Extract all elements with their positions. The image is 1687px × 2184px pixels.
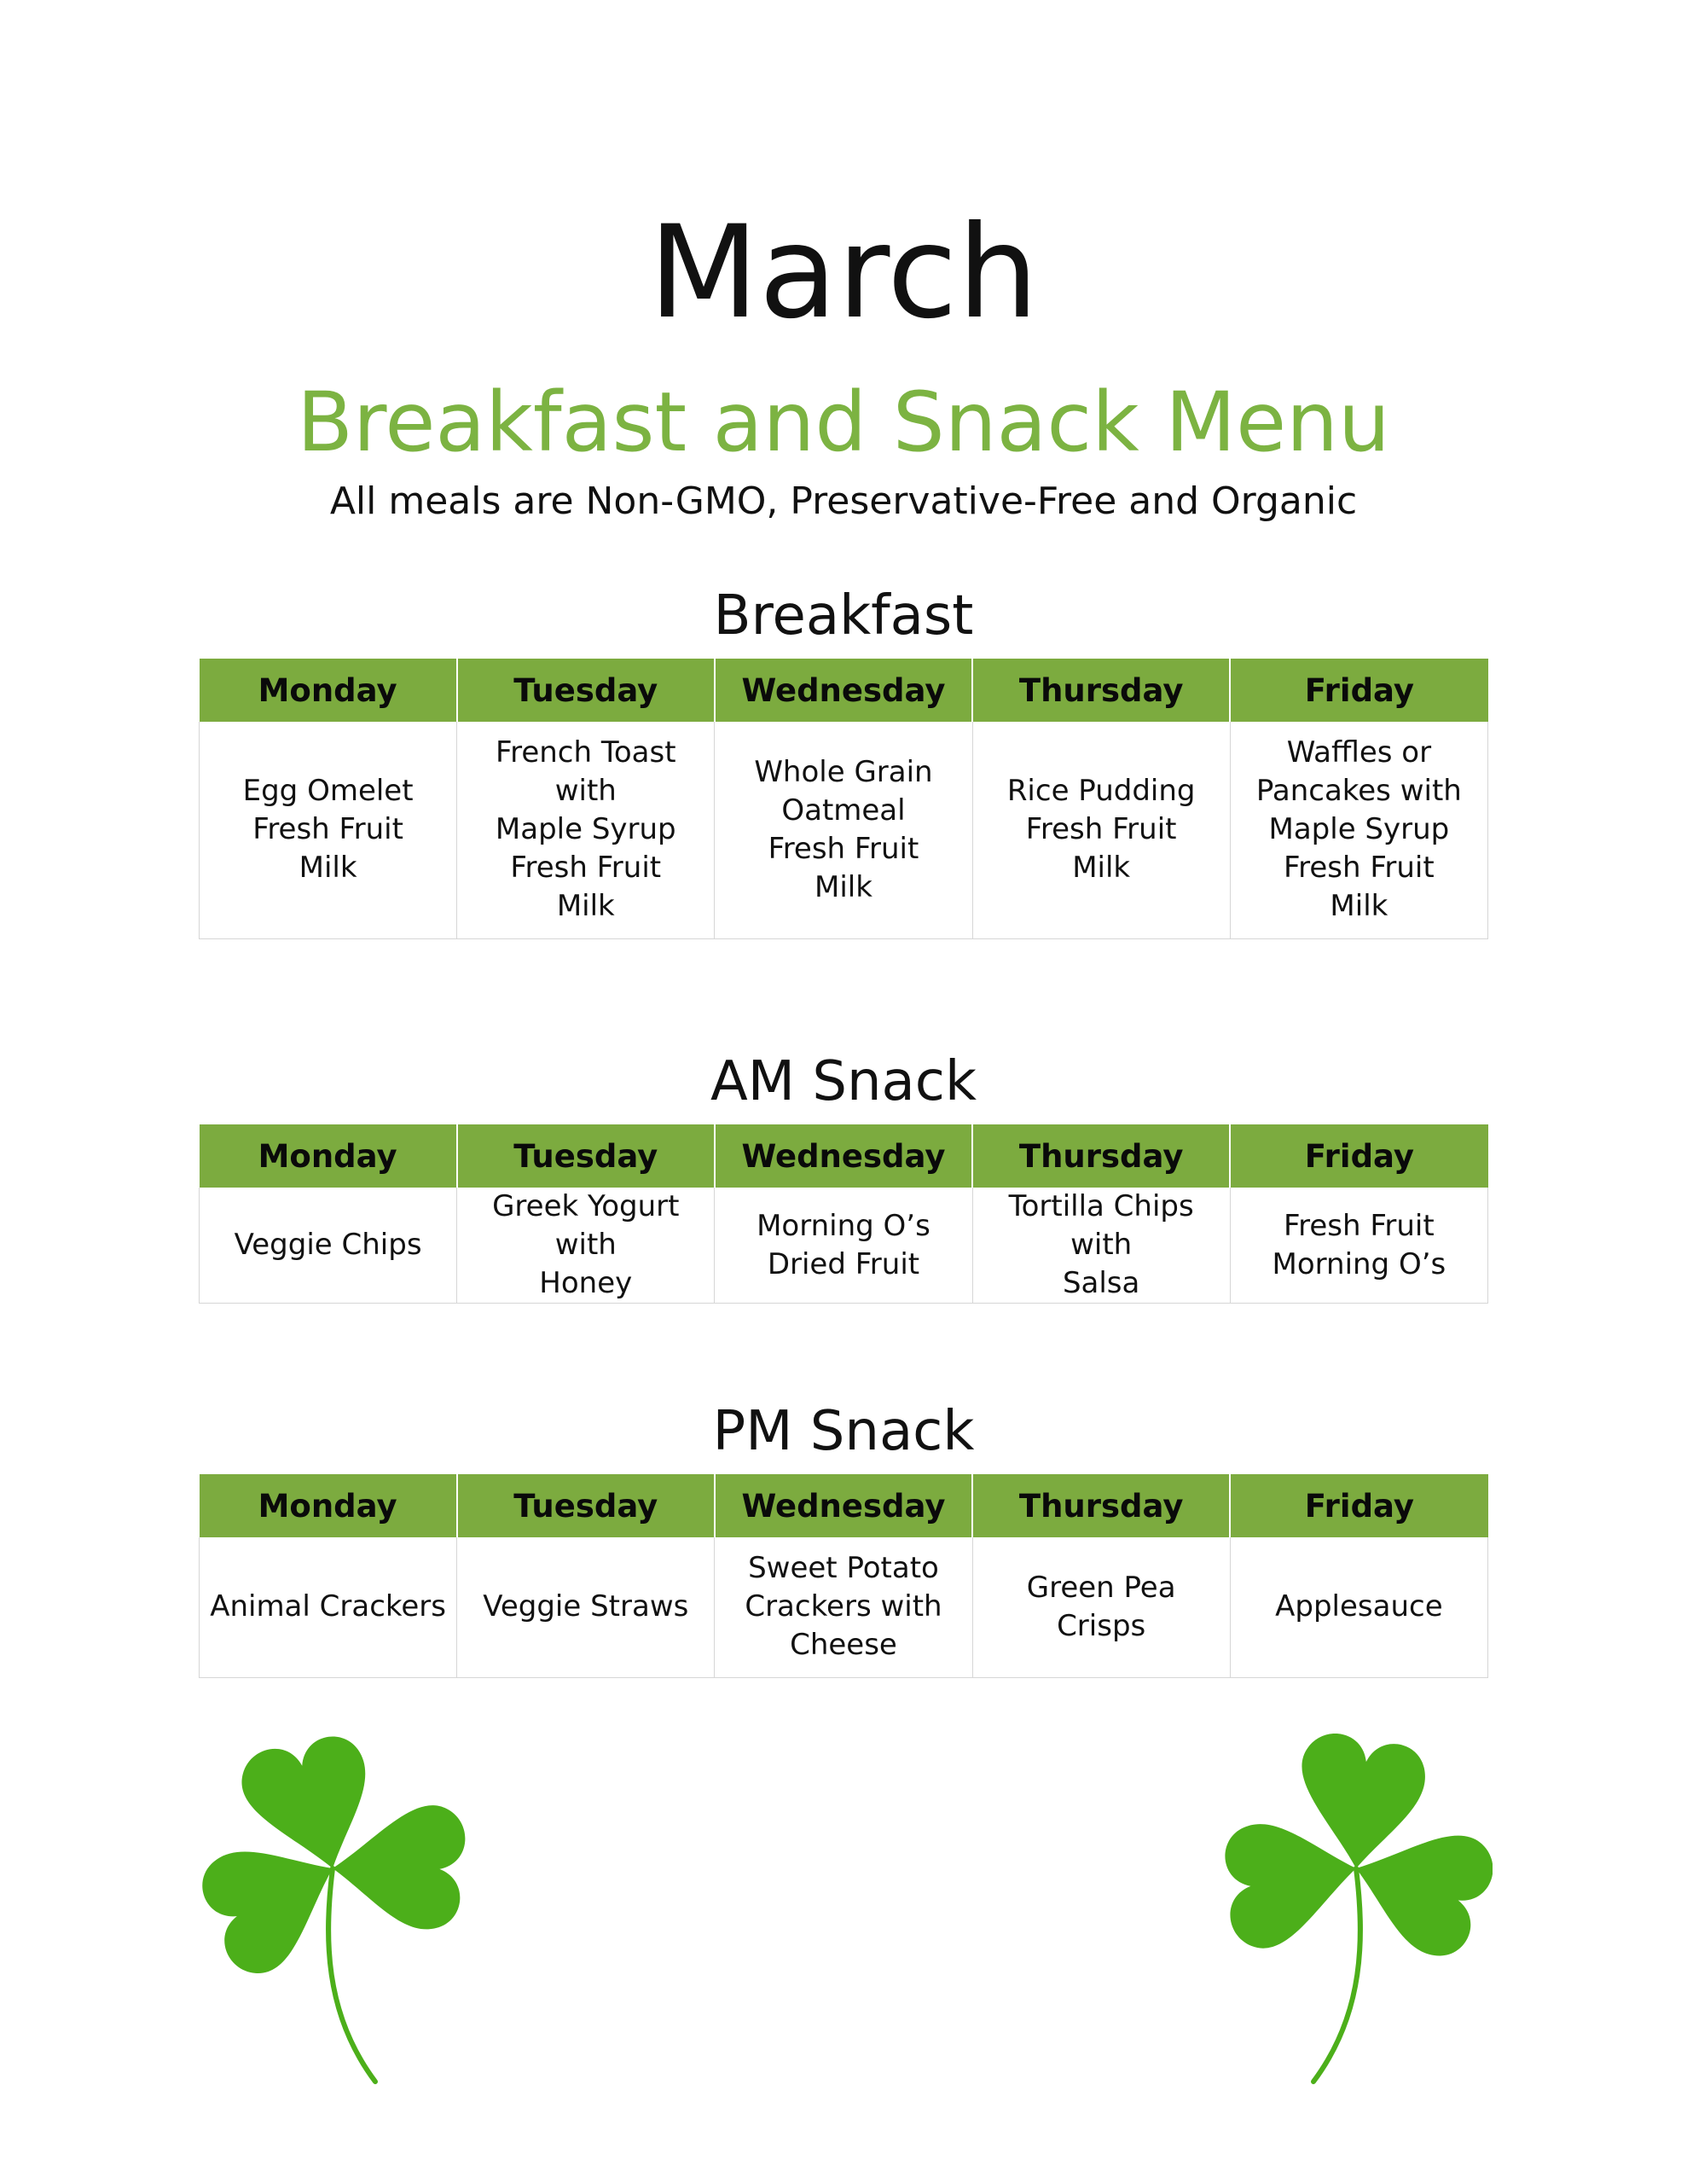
menu-item: Fresh Fruit: [1025, 812, 1177, 847]
menu-item: Milk: [556, 889, 615, 924]
menu-item: Milk: [1072, 851, 1131, 886]
menu-cell-thursday: [972, 1188, 1230, 1304]
menu-item: Pancakes with: [1255, 774, 1462, 809]
menu-item: Fresh Fruit: [252, 812, 403, 847]
day-header-monday: Monday: [200, 1474, 457, 1537]
menu-cell-friday: [1230, 1537, 1487, 1677]
table-row: [200, 722, 1488, 938]
menu-cell-wednesday: [715, 1188, 972, 1304]
menu-item: Salsa: [1062, 1266, 1140, 1300]
day-header-wednesday: Wednesday: [715, 1124, 972, 1188]
menu-item: Waffles or: [1286, 735, 1432, 770]
menu-item: French Toast with: [496, 735, 676, 809]
tagline: All meals are Non-GMO, Preservative-Free and Organic: [329, 479, 1358, 523]
menu-item: Green Pea Crisps: [1026, 1570, 1176, 1643]
menu-item: Animal Crackers: [210, 1589, 446, 1624]
am-snack-table: [199, 1124, 1488, 1304]
day-header-tuesday: Tuesday: [457, 659, 715, 722]
table-row: [200, 1188, 1488, 1304]
pm-snack-table: [199, 1474, 1488, 1678]
menu-cell-monday: [200, 1188, 457, 1304]
menu-cell-wednesday: [715, 722, 972, 938]
day-header-tuesday: Tuesday: [457, 1124, 715, 1188]
menu-item: Fresh Fruit: [1284, 851, 1435, 886]
menu-cell-friday: [1230, 1188, 1487, 1304]
menu-item: Greek Yogurt with: [492, 1189, 680, 1262]
menu-item: Egg Omelet: [242, 774, 414, 809]
section-title-pm-snack: PM Snack: [712, 1400, 975, 1463]
table-header-row: [200, 1124, 1488, 1188]
day-header-friday: Friday: [1230, 1124, 1487, 1188]
menu-cell-monday: [200, 1537, 457, 1677]
menu-cell-tuesday: [457, 1188, 715, 1304]
day-header-friday: Friday: [1230, 1474, 1487, 1537]
page-subtitle: Breakfast and Snack Menu: [297, 375, 1390, 470]
menu-item: Milk: [1330, 889, 1388, 924]
day-header-thursday: Thursday: [972, 1474, 1230, 1537]
day-header-monday: Monday: [200, 1124, 457, 1188]
menu-item: Tortilla Chips with: [1008, 1189, 1194, 1262]
day-header-monday: Monday: [200, 659, 457, 722]
menu-item: Cheese: [790, 1628, 897, 1663]
menu-item: Fresh Fruit: [1284, 1208, 1435, 1243]
menu-item: Oatmeal: [781, 793, 906, 828]
menu-item: Honey: [539, 1266, 633, 1300]
menu-item: Rice Pudding: [1006, 774, 1196, 809]
section-title-am-snack: AM Snack: [710, 1050, 977, 1113]
menu-cell-thursday: [972, 722, 1230, 938]
breakfast-table: [199, 659, 1488, 939]
day-header-thursday: Thursday: [972, 1124, 1230, 1188]
menu-item: Sweet Potato: [748, 1551, 939, 1586]
menu-item: Fresh Fruit: [510, 851, 662, 886]
menu-cell-tuesday: [457, 1537, 715, 1677]
day-header-thursday: Thursday: [972, 659, 1230, 722]
shamrock-icon: [1220, 1723, 1493, 2099]
menu-item: Maple Syrup: [495, 812, 676, 847]
menu-item: Veggie Straws: [483, 1589, 689, 1624]
table-header-row: [200, 1474, 1488, 1537]
section-title-breakfast: Breakfast: [713, 584, 974, 648]
menu-cell-wednesday: [715, 1537, 972, 1677]
day-header-wednesday: Wednesday: [715, 1474, 972, 1537]
menu-item: Dried Fruit: [767, 1246, 920, 1281]
menu-item: Crackers with: [745, 1589, 942, 1624]
menu-cell-thursday: [972, 1537, 1230, 1677]
table-header-row: [200, 659, 1488, 722]
page-title: March: [648, 199, 1039, 347]
menu-cell-monday: [200, 722, 457, 938]
menu-item: Milk: [299, 851, 357, 886]
menu-item: Morning O’s: [1272, 1246, 1446, 1281]
shamrock-icon: [196, 1723, 469, 2099]
menu-cell-friday: [1230, 722, 1487, 938]
menu-item: Veggie Chips: [234, 1228, 422, 1262]
day-header-wednesday: Wednesday: [715, 659, 972, 722]
table-row: [200, 1537, 1488, 1677]
menu-item: Whole Grain: [754, 754, 933, 789]
menu-item: Morning O’s: [757, 1208, 930, 1243]
day-header-friday: Friday: [1230, 659, 1487, 722]
menu-item: Maple Syrup: [1268, 812, 1450, 847]
menu-item: Milk: [815, 869, 872, 904]
menu-item: Applesauce: [1275, 1589, 1443, 1624]
menu-cell-tuesday: [457, 722, 715, 938]
day-header-tuesday: Tuesday: [457, 1474, 715, 1537]
menu-item: Fresh Fruit: [768, 831, 919, 866]
